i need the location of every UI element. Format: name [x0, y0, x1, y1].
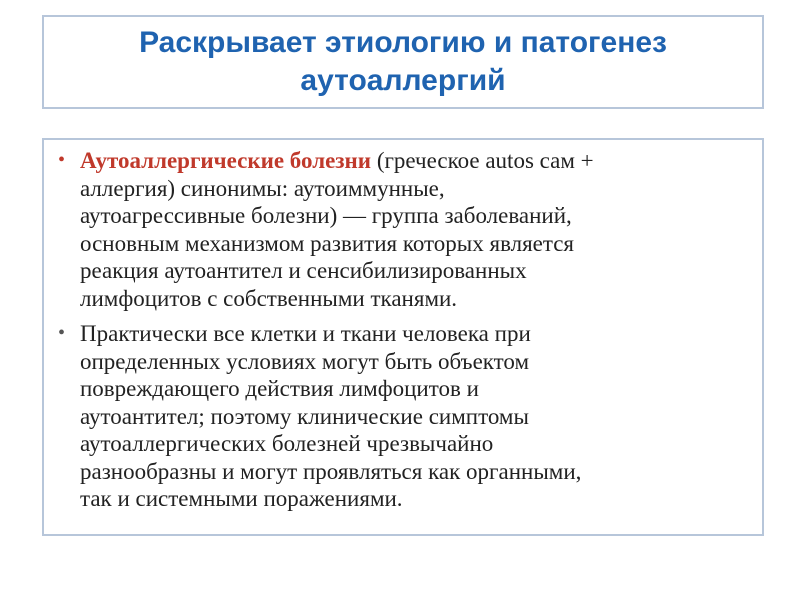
bullet-marker: •: [58, 322, 66, 344]
bullet-line: аутоантител; поэтому клинические симптомы: [80, 403, 529, 429]
bullet-line: [80, 147, 752, 175]
term-autoallergic-diseases: Аутоаллергические болезни: [80, 148, 372, 173]
bullet-text: (греческое autos сам +: [371, 148, 594, 173]
slide-title-line-2: аутоаллергий: [300, 64, 506, 97]
bullet-line: аллергия) синонимы: аутоиммунные,: [80, 175, 445, 201]
bullet-line: определенных условиях могут быть объектом: [80, 348, 530, 374]
bullet-cells-and-tissues: [58, 320, 752, 513]
bullet-line: Практически все клетки и ткани человека при: [80, 321, 531, 346]
bullet-line: так и системными поражениями.: [80, 486, 403, 511]
bullet-line: реакция аутоантител и сенсибилизированных: [80, 258, 527, 283]
bullet-autoallergic-diseases: [58, 147, 752, 312]
bullet-line: аутоагрессивные болезни) — группа заболеваний,: [80, 203, 572, 228]
title-box: [42, 15, 764, 109]
bullet-line: лимфоцитов с собственными тканями.: [80, 285, 458, 311]
bullet-line: разнообразны и могут проявляться как органными,: [80, 458, 582, 484]
content-box: [42, 138, 764, 536]
bullet-line: повреждающего действия лимфоцитов и: [80, 376, 479, 401]
bullet-line: аутоаллергических болезней чрезвычайно: [80, 431, 494, 456]
bullet-line: основным механизмом развития которых является: [80, 230, 575, 256]
bullet-marker: •: [58, 149, 66, 171]
slide-title-line-1: Раскрывает этиологию и патогенез: [139, 26, 667, 59]
